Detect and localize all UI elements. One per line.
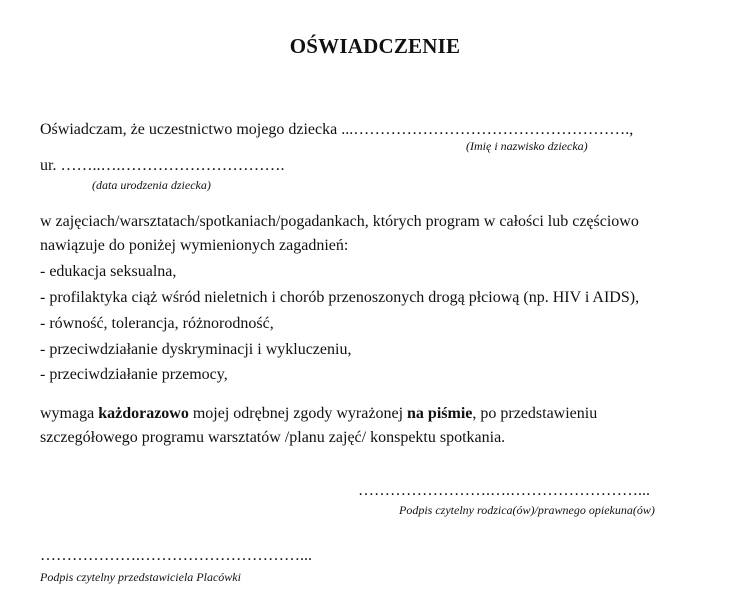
- topic-list-item: - przeciwdziałanie przemocy,: [40, 366, 228, 383]
- child-name-field: ...…………………………………………….,: [341, 121, 634, 138]
- statement-text: Oświadczam, że uczestnictwo mojego dziecka: [40, 121, 342, 138]
- institution-signature-line: ……………….…………………………...: [40, 547, 312, 564]
- parent-signature-line: …………………….….……………………...: [358, 482, 650, 499]
- requirement-line-1: [40, 404, 597, 424]
- born-label: ur.: [40, 157, 61, 174]
- child-name-caption: (Imię i nazwisko dziecka): [466, 139, 588, 153]
- birth-date-caption: (data urodzenia dziecka): [92, 178, 211, 192]
- topic-list-item: - edukacja seksualna,: [40, 263, 177, 280]
- statement-line-1: [40, 120, 633, 140]
- requirement-text: wymaga: [40, 405, 99, 422]
- institution-signature-caption: Podpis czytelny przedstawiciela Placówki: [40, 570, 241, 584]
- requirement-text: mojej odrębnej zgody wyrażonej: [188, 405, 408, 422]
- document-title: OŚWIADCZENIE: [289, 34, 461, 58]
- requirement-text: , po przedstawieniu: [472, 405, 598, 422]
- topic-list-item: - przeciwdziałanie dyskryminacji i wykluczeniu,: [40, 341, 352, 358]
- requirement-emphasis-each-time: każdorazowo: [98, 405, 189, 422]
- requirement-emphasis-in-writing: na piśmie: [407, 405, 473, 422]
- birth-date-field: ……..….………………………….: [60, 157, 285, 174]
- requirement-line-2: szczegółowego programu warsztatów /planu zajęć/ konspektu spotkania.: [40, 429, 506, 446]
- birth-line: [40, 156, 284, 176]
- parent-signature-caption: Podpis czytelny rodzica(ów)/prawnego opiekuna(ów): [399, 503, 655, 517]
- topic-list-item: - równość, tolerancja, różnorodność,: [40, 315, 274, 332]
- activities-intro-line-2: nawiązuje do poniżej wymienionych zagadnień:: [40, 237, 349, 254]
- activities-intro-line-1: w zajęciach/warsztatach/spotkaniach/pogadankach, których program w całości lub częściowo: [40, 213, 639, 230]
- topic-list-item: - profilaktyka ciąż wśród nieletnich i chorób przenoszonych drogą płciową (np. HIV i AIDS),: [40, 289, 640, 306]
